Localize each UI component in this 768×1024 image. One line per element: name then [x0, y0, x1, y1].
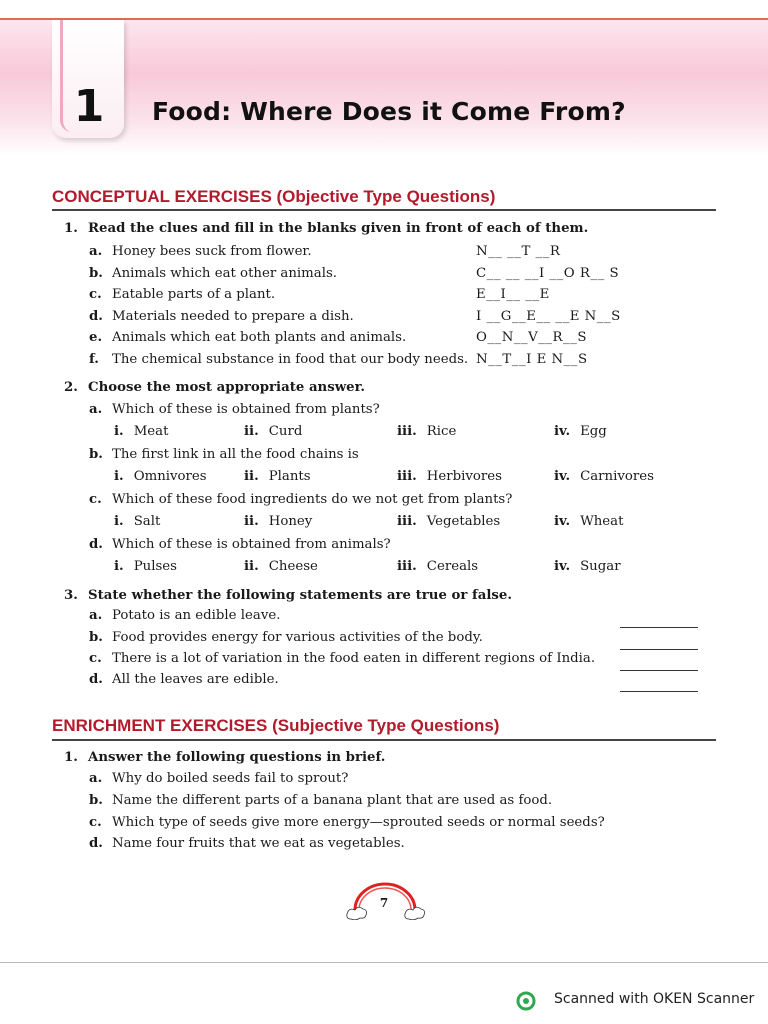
- option-text: Cereals: [426, 559, 479, 574]
- item-label: c.: [89, 492, 102, 507]
- word-blank: N__ __T __R: [476, 244, 561, 259]
- clue-text: The chemical substance in food that our body needs.: [112, 352, 469, 367]
- option-numeral: iii.: [397, 514, 417, 529]
- mcq-option: [397, 469, 502, 484]
- item-label: b.: [89, 793, 103, 808]
- q3-heading: State whether the following statements are true or false.: [88, 588, 513, 603]
- option-text: Plants: [268, 469, 311, 484]
- answer-blank: [620, 670, 698, 671]
- clue-text: Materials needed to prepare a dish.: [112, 309, 354, 324]
- option-numeral: i.: [114, 514, 124, 529]
- mcq-question: Which of these food ingredients do we not get from plants?: [112, 492, 513, 507]
- word-blank: C__ __ __I __O R__ S: [476, 266, 620, 281]
- enrichment-heading-sub: (Subjective Type Questions): [272, 716, 500, 735]
- option-text: Carnivores: [580, 469, 654, 484]
- word-blank: N__T__I E N__S: [476, 352, 588, 367]
- option-text: Wheat: [580, 514, 624, 529]
- option-numeral: iii.: [397, 559, 417, 574]
- option-numeral: iii.: [397, 424, 417, 439]
- page-number: 7: [379, 896, 389, 910]
- option-numeral: i.: [114, 559, 124, 574]
- q1-heading: Read the clues and fill in the blanks given in front of each of them.: [88, 221, 589, 236]
- q2-number: 2.: [64, 380, 78, 395]
- statement-text: Potato is an edible leave.: [112, 608, 281, 623]
- statement-text: All the leaves are edible.: [112, 672, 279, 687]
- conceptual-heading: [52, 187, 495, 207]
- item-label: c.: [89, 287, 102, 302]
- option-text: Omnivores: [133, 469, 207, 484]
- item-label: e.: [89, 330, 103, 345]
- conceptual-rule: [52, 209, 716, 211]
- option-numeral: i.: [114, 469, 124, 484]
- option-numeral: iv.: [554, 514, 571, 529]
- q3-number: 3.: [64, 588, 78, 603]
- clue-text: Honey bees suck from flower.: [112, 244, 312, 259]
- question-text: Name four fruits that we eat as vegetables.: [112, 836, 405, 851]
- conceptual-heading-main: CONCEPTUAL EXERCISES: [52, 187, 272, 206]
- mcq-option: [244, 424, 302, 439]
- option-numeral: i.: [114, 424, 124, 439]
- scanner-logo-icon: [516, 991, 536, 1011]
- option-numeral: ii.: [244, 514, 259, 529]
- answer-blank: [620, 691, 698, 692]
- option-numeral: ii.: [244, 559, 259, 574]
- word-blank: I __G__E__ __E N__S: [476, 309, 621, 324]
- mcq-option: [554, 469, 654, 484]
- item-label: a.: [89, 402, 103, 417]
- mcq-option: [397, 514, 500, 529]
- q1-number: 1.: [64, 221, 78, 236]
- option-numeral: ii.: [244, 469, 259, 484]
- clue-text: Animals which eat other animals.: [112, 266, 338, 281]
- clue-text: Eatable parts of a plant.: [112, 287, 276, 302]
- mcq-question: Which of these is obtained from animals?: [112, 537, 391, 552]
- item-label: b.: [89, 630, 103, 645]
- option-text: Herbivores: [426, 469, 502, 484]
- item-label: f.: [89, 352, 99, 367]
- item-label: a.: [89, 244, 103, 259]
- item-label: d.: [89, 537, 103, 552]
- item-label: b.: [89, 447, 103, 462]
- question-text: Which type of seeds give more energy—sprouted seeds or normal seeds?: [112, 815, 605, 830]
- item-label: c.: [89, 651, 102, 666]
- scanner-watermark: Scanned with OKEN Scanner: [554, 991, 755, 1007]
- question-text: Why do boiled seeds fail to sprout?: [112, 771, 349, 786]
- item-label: d.: [89, 309, 103, 324]
- item-label: d.: [89, 836, 103, 851]
- item-label: a.: [89, 771, 103, 786]
- enrichment-heading-main: ENRICHMENT EXERCISES: [52, 716, 268, 735]
- word-blank: E__I__ __E: [476, 287, 550, 302]
- word-blank: O__N__V__R__S: [476, 330, 587, 345]
- answer-blank: [620, 627, 698, 628]
- mcq-option: [114, 559, 177, 574]
- conceptual-heading-sub: (Objective Type Questions): [276, 187, 496, 206]
- option-numeral: iv.: [554, 469, 571, 484]
- enrichment-heading: [52, 716, 499, 736]
- clue-text: Animals which eat both plants and animals.: [112, 330, 407, 345]
- mcq-option: [114, 469, 207, 484]
- mcq-option: [244, 559, 318, 574]
- mcq-option: [554, 424, 607, 439]
- option-text: Curd: [268, 424, 303, 439]
- question-text: Name the different parts of a banana plant that are used as food.: [112, 793, 553, 808]
- item-label: a.: [89, 608, 103, 623]
- option-numeral: iv.: [554, 424, 571, 439]
- mcq-option: [397, 424, 456, 439]
- item-label: c.: [89, 815, 102, 830]
- mcq-option: [554, 559, 621, 574]
- bottom-divider: [0, 962, 768, 963]
- option-text: Rice: [426, 424, 457, 439]
- enrichment-rule: [52, 739, 716, 741]
- option-text: Meat: [133, 424, 169, 439]
- option-text: Honey: [268, 514, 313, 529]
- item-label: d.: [89, 672, 103, 687]
- mcq-question: The first link in all the food chains is: [112, 447, 359, 462]
- item-label: b.: [89, 266, 103, 281]
- option-text: Pulses: [133, 559, 177, 574]
- mcq-option: [397, 559, 478, 574]
- option-text: Cheese: [268, 559, 318, 574]
- chapter-title: Food: Where Does it Come From?: [152, 97, 626, 126]
- mcq-option: [244, 469, 311, 484]
- option-numeral: iii.: [397, 469, 417, 484]
- chapter-number: 1: [73, 81, 105, 132]
- mcq-option: [554, 514, 623, 529]
- option-text: Egg: [580, 424, 607, 439]
- answer-blank: [620, 649, 698, 650]
- option-numeral: iv.: [554, 559, 571, 574]
- mcq-option: [114, 514, 160, 529]
- eq1-heading: Answer the following questions in brief.: [88, 750, 386, 765]
- statement-text: Food provides energy for various activities of the body.: [112, 630, 483, 645]
- eq1-number: 1.: [64, 750, 78, 765]
- option-text: Sugar: [580, 559, 621, 574]
- q2-heading: Choose the most appropriate answer.: [88, 380, 366, 395]
- mcq-question: Which of these is obtained from plants?: [112, 402, 380, 417]
- option-text: Salt: [133, 514, 161, 529]
- mcq-option: [244, 514, 312, 529]
- option-text: Vegetables: [426, 514, 501, 529]
- statement-text: There is a lot of variation in the food eaten in different regions of India.: [112, 651, 596, 666]
- option-numeral: ii.: [244, 424, 259, 439]
- mcq-option: [114, 424, 168, 439]
